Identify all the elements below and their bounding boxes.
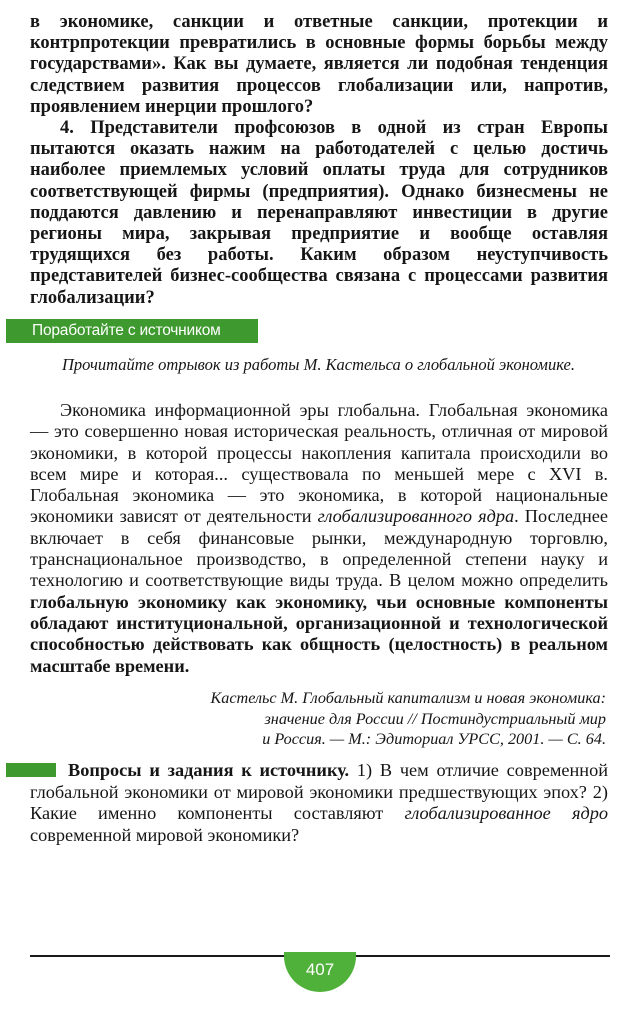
source-excerpt [30, 400, 608, 677]
section-banner: Поработайте с источником [6, 319, 258, 343]
question-4: 4. Представители профсоюзов в одной из стран Европы пытаются оказать нажим на работодателей с целью достичь наиболее приемлемых условий оплаты труда для сотрудников соответствующей фирмы (предприятия). Однако бизнесмены не поддаются давлению и перенаправляют инвестиции в другие регионы мира, закрывая предприятие и вообще оставляя трудящихся без работы. Каким образом неуступчивость представителей бизнес-сообщества связана с процессами развития глобализации? [30, 118, 608, 308]
source-intro: Прочитайте отрывок из работы М. Кастельса о глобальной экономике. [62, 355, 575, 374]
questions-part2: современной мировой экономики? [30, 824, 300, 845]
citation-line-1: Кастельс М. Глобальный капитализм и новая экономика: [210, 689, 606, 707]
questions-part1: 1) В чем отличие современной глобальной экономики от мировой экономики предшествующих эпох? 2) Какие именно компоненты составляют [30, 760, 609, 823]
citation-line-3: и Россия. — М.: Эдиториал УРСС, 2001. — С. 64. [262, 730, 606, 748]
main-text-block [30, 12, 608, 309]
questions-heading: Вопросы и задания к источнику. [68, 760, 350, 780]
source-text-part2: . Последнее включает в себя финансовые рынки, международную торговлю, транснациональное производство, в определенной степени науку и технологию и соответствующие виды труда. В целом можно определить [30, 506, 608, 591]
source-questions-paragraph [30, 760, 608, 846]
source-questions [30, 760, 608, 846]
citation-line-2: значение для России // Постиндустриальный мир [264, 709, 606, 728]
source-text-italic: глобализированного ядра [317, 506, 515, 527]
source-text-part1: Экономика информационной эры глобальна. Глобальная экономика — это совершенно новая историческая реальность, отличная от мировой экономики, в которой процессы накопления капитала происходили во всем мире и которая... существовала по меньшей мере с XVI в. Глобальная экономика — это экономика, в которой национальные экономики зависят от деятельности [30, 400, 608, 527]
page-number: 407 [284, 952, 356, 992]
questions-italic: глобализированное ядро [404, 803, 608, 823]
source-text-bold: глобальную экономику как экономику, чьи основные компоненты обладают институциональной, организационной и технологической способностью действовать как общность (целостность) в реальном масштабе времени. [30, 591, 608, 676]
previous-question-tail: в экономике, санкции и ответные санкции, протекции и контрпротекции превратились в основные формы борьбы между государствами». Как вы думаете, является ли подобная тенденция следствием развития процессов глобализации или, напротив, проявлением инерции прошлого? [30, 12, 608, 117]
citation [46, 688, 606, 750]
source-paragraph [30, 400, 608, 677]
